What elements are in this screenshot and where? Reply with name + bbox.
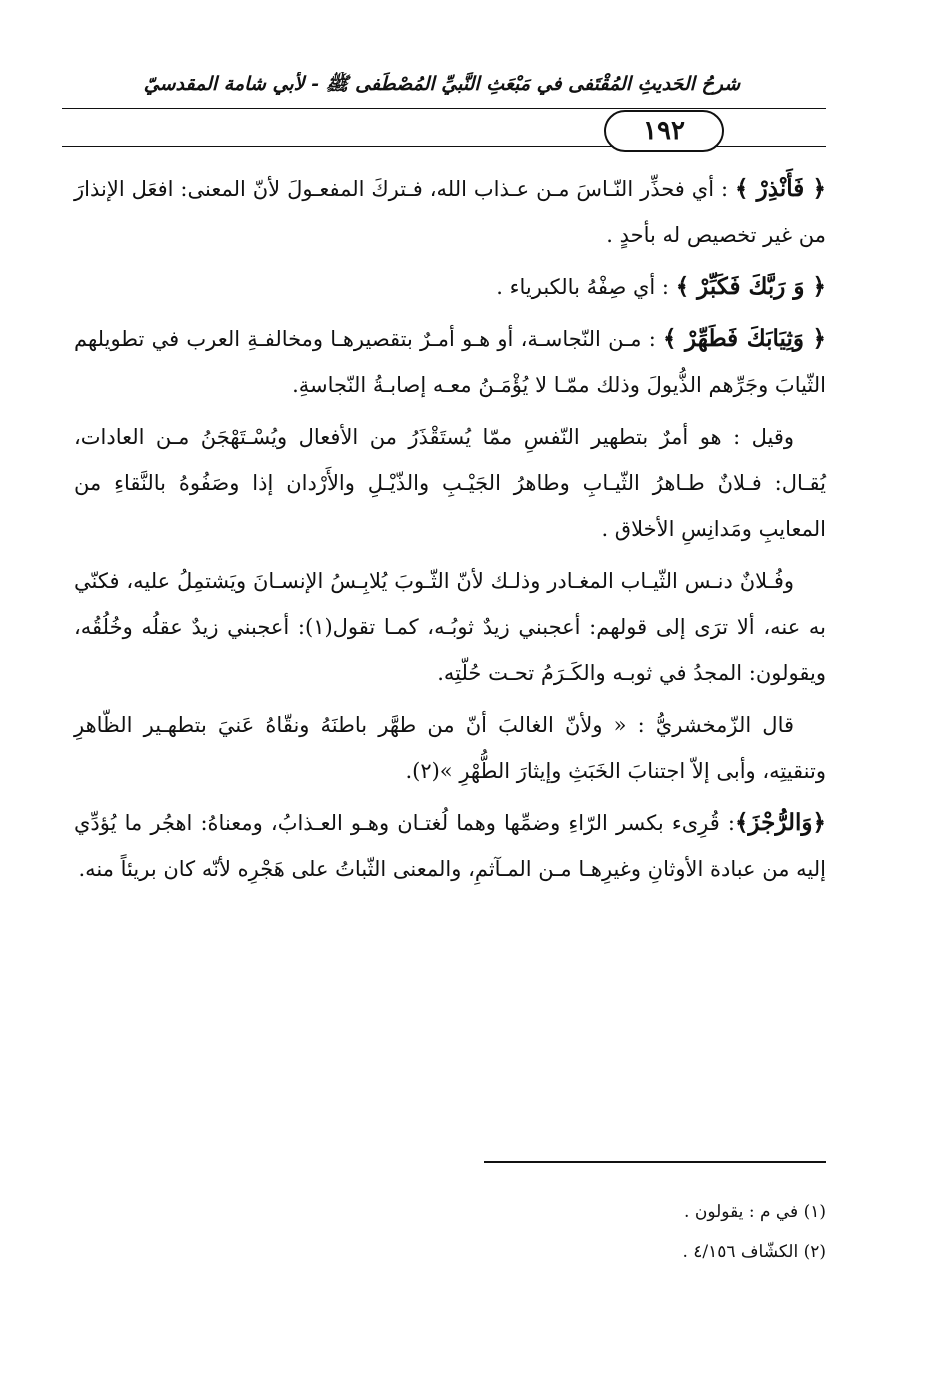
page-number-badge: ١٩٢ <box>604 110 724 152</box>
quran-verse: ﴿وَالرُّجْزَ﴾ <box>734 809 826 836</box>
paragraph-fa-andhir <box>74 166 826 258</box>
quran-verse: ﴿ وَ رَبَّكَ فَكَبِّرْ ﴾ <box>675 273 826 300</box>
running-header: شرحُ الحَديثِ المُقْتَفى في مَبْعَثِ النَّبيِّ المُصْطَفى ﷺ - لأبي شامة المقدسيّ <box>143 73 741 95</box>
footnote-separator <box>484 1161 826 1163</box>
paragraph-text: : مـن النّجاسـة، أو هـو أمـرٌ بتقصيرهـا ومخالفـةِ العرب في تطويلهم الثّيابَ وجَرِّهم الذُّيولَ وذلك ممّـا لا يُؤْمَـنُ معـه إصابـةُ النّجاسةِ. <box>74 327 826 397</box>
paragraph-thiyabaka-fatahhir <box>74 316 826 408</box>
main-text <box>74 166 826 898</box>
paragraph-rabbaka-fakabbir <box>74 264 826 310</box>
paragraph-text: : أي صِفْهُ بالكبرياء . <box>496 275 676 299</box>
paragraph-text: : قُرِىء بكسر الرّاءِ وضمِّها وهما لُغتـان وهـو العـذابُ، ومعناهُ: اهجُر ما يُؤدِّي إليه من عبادة الأوثانِ وغيرِهـا مـن المـآثمِ، والمعنى الثّباتُ على هَجْرِه لأنّه كان بريئاً منه. <box>74 811 826 881</box>
paragraph-ar-rujz <box>74 800 826 892</box>
paragraph-fulan: وفُـلانٌ دنـس الثّيـاب المغـادر وذلـك لأنّ الثّـوبَ يُلابِـسُ الإنسـانَ ويَشتمِلُ عليه، فكنّي به عنه، ألا ترَى إلى قولهم: أعجبني زيدٌ ثوبُـه، كمـا تقول(١): أعجبني زيدٌ عقلُه وخُلُقُه، ويقولون: المجدُ في ثوبـه والكَـرَمُ تحـت حُلّتِه. <box>74 569 827 685</box>
paragraph-qila: وقيل : هو أمرٌ بتطهير النّفسِ ممّا يُستَقْذَرُ من الأفعال ويُسْـتَهْجَنُ مـن العادات، يُقـال: فـلانٌ طـاهرُ الثّيـابِ وطاهرُ الجَيْـبِ والذّيْـلِ والأَرْدان إذا وصَفُوهُ بالنَّقاءِ من المعايبِ ومَدانِسِ الأخلاق . <box>74 425 826 541</box>
paragraph-zamakhshari: قال الزّمخشريُّ : « ولأنّ الغالبَ أنّ من طهَّر باطنَهُ ونقّاهُ عَنيَ بتطهـير الظّاهرِ وتنقيتِه، وأبى إلاّ اجتنابَ الخَبَثِ وإيثارَ الطُّهْرِ »(٢). <box>74 713 826 783</box>
footnotes <box>74 1192 826 1272</box>
quran-verse: ﴿ فَأَنْذِرْ ﴾ <box>734 175 826 202</box>
paragraph-text: : أي فحذِّر النّـاسَ مـن عـذاب الله، فـتركَ المفعـولَ لأنّ المعنى: افعَل الإنذارَ من غير تخصيص له بأحدٍ . <box>74 177 826 247</box>
footnote-2: (٢) الكشّاف ٤/١٥٦ . <box>682 1242 826 1262</box>
footnote-1: (١) في م : يقولون . <box>684 1202 826 1222</box>
quran-verse: ﴿ وَثِيَابَكَ فَطَهِّرْ ﴾ <box>663 325 826 352</box>
header-rule-top <box>62 108 826 109</box>
